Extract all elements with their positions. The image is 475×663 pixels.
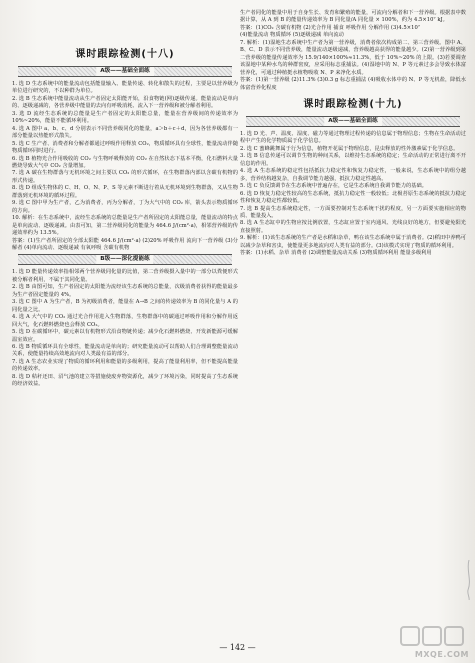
answer-paragraph: 3. 选 D 流经生态系统的总能量是生产者固定的太阳能总量，能量在营养级间的传递效率为10%~20%，能量不能循环利用。 (12, 110, 238, 125)
answer-paragraph: 2. 选 B 生态系统中能量流动从生产者固定太阳能开始，沿食物链(网)逐级传递。能量流动是单向的、逐级递减的，各营养级中能量的去向有呼吸消耗、流入下一营养级和被分解者利用。 (12, 95, 238, 110)
level-a-band (246, 116, 460, 127)
answer-paragraph: 6. 选 B 物质循环具有全球性，能量流动是单向的；研究能量流动可以帮助人们合理调整能量流动关系，使能量持续高效地流向对人类最有益的部分。 (12, 343, 238, 358)
answer-paragraph: 1. 选 D 光、声、温度、湿度、磁力等通过物理过程传递的信息属于物理信息；生物在生命活动过程中产生的化学物质属于化学信息。 (240, 130, 466, 145)
section-title-19: 课时跟踪检测(十九) (303, 98, 403, 110)
answer-paragraph: 1. 选 D 能量传递效率指相邻两个营养级同化量的比值，第二营养级摄入量中的一部分以粪便形式被分解者利用，不属于其同化量。 (12, 269, 238, 283)
answer-summary: 答案：(1)第一营养级 (2)11.3% (3)0.3 g 标志重捕法 (4)吸收水体中的 N、P 等无机盐，降低水体富营养化程度 (240, 77, 466, 91)
answer-summary: 答案：(1)CO₂ 含碳有机物 (2)光合作用 捕食 呼吸作用 分解作用 (3)4.5×10⁷ (240, 24, 420, 31)
answer-summary: 答案：(1)水稻、杂草 消费者 (2)调整能量流动关系 (3)物质循环利用 能量多级利用 (240, 250, 432, 257)
watermark-logo-icon (399, 625, 469, 649)
answer-summary: 答案：(1)生产者所固定的全部太阳能 464.6 J/(cm²·a) (2)20% 呼吸作用 流向下一营养级 (3)分解者 (4)单向流动、逐级递减 有氧呼吸 含碳有机物 (12, 237, 238, 251)
binding-clip-icon (465, 560, 473, 600)
answer-paragraph: 5. 选 C 生产者、消费者和分解者都通过呼吸作用释放 CO₂，物质循环具有全球性，能量流动伴随物质循环同时进行。 (12, 140, 238, 155)
level-a-label: A级——基础全面练 (96, 67, 154, 76)
watermark-text: MXQE.COM (414, 650, 469, 659)
answer-paragraph: 7. 解析：(1)湿地生态系统中生产者为第一营养级，消费者依次构成第二、第三营养级。图中 A、B、C、D 表示不同营养级，能量流动逐级递减，营养级越高获得的能量越少。(2)第一营养级到第二营养级的能量传递效率为 15.9/140×100%≈11.3%，低于 10%~20% 的上限。(3)若要调查该湿地中某种水鸟的种群密度，应采用标志重捕法。(4)湿地中的 N、P 等元素过多会导致水体富营养化，可通过种植挺水植物吸收 N、P 来净化水质。 (240, 39, 466, 76)
answer-paragraph: 6. 选 D 恢复力稳定性较高的生态系统，抵抗力稳定性一般较低；北极苔原生态系统的抵抗力稳定性和恢复力稳定性都较低。 (240, 190, 466, 205)
answer-paragraph: 3. 选 C 图中 A 为生产者，B 为初级消费者，能量在 A→B 之间的传递效率为 B 的同化量与 A 的同化量之比。 (12, 299, 238, 313)
page-number: — 142 — (219, 643, 256, 652)
answer-paragraph: 7. 选 B 提高生态系统稳定性，一方面要控制对生态系统干扰的程度，另一方面要实施相应的物质、能量投入。 (240, 205, 466, 219)
answer-paragraph: 8. 选 D 秸秆还田、沼气池的建立等措施使废弃物资源化，减少了环境污染，同时提高了生态系统的经济效益。 (12, 373, 238, 388)
level-b-label: B级——深化提能练 (96, 255, 153, 264)
left-column (12, 10, 238, 389)
answer-paragraph: 9. 选 C 图中甲为生产者，乙为消费者，丙为分解者，丁为大气中的 CO₂ 库，箭头表示物质循环的方向。 (12, 200, 238, 214)
answer-paragraph: 4. 选 A 生态系统的稳定性包括抵抗力稳定性和恢复力稳定性，一般来说，生态系统中的组分越多，营养结构越复杂，自我调节能力越强，抵抗力稳定性越高。 (240, 168, 466, 182)
right-column (240, 10, 466, 258)
answer-paragraph: 8. 选 A 生态缸中的生物应按比例放置，生态缸应置于室内通风、光线良好的地方，但要避免阳光直接照射。 (240, 220, 466, 234)
level-a-label: A级——基础全面练 (324, 117, 382, 126)
answer-paragraph: 1. 选 D 生态系统中的能量流动包括能量输入、能量传递、转化和散失的过程，主要是以营养级为单位进行研究的，不以种群为单位。 (12, 81, 238, 95)
answer-paragraph: 5. 选 C 负反馈调节在生态系统中普遍存在，它是生态系统自我调节能力的基础。 (240, 183, 428, 190)
answer-paragraph: 10. 解析：在生态系统中，流经生态系统的总能量是生产者所固定的太阳能总量，能量流动的特点是单向流动、逐级递减。由表可知，第二营养级同化的能量为 464.6 J/(cm²·a)，相邻营养级的传递效率约为 13.5%。 (12, 215, 238, 237)
answer-paragraph: 4. 选 A 图中 a、b、c、d 分别表示不同营养级同化的能量，a＞b＋c＋d，因为各营养级都有一部分能量以热能形式散失。 (12, 125, 238, 140)
answer-paragraph: 3. 选 B 信息传递可以调节生物的种间关系，以维持生态系统的稳定；生命活动的正常进行离不开信息的作用。 (240, 153, 466, 167)
section-title-18: 课时跟踪检测(十八) (75, 49, 175, 60)
answer-paragraph: 7. 选 A 生态农业实现了物质的循环利用和能量的多级利用，提高了能量利用率，但不能提高能量的传递效率。 (12, 358, 238, 373)
answer-paragraph: 生产者同化的能量中用于自身生长、发育和繁殖的能量，可流向分解者和下一营养级。根据表中数据计算，从 A 到 B 的能量传递效率为 B 同化量/A 同化量 × 100%，约为 4.5×10⁷ kJ。 (240, 10, 466, 24)
site-watermark (399, 625, 469, 659)
answer-paragraph: 2. 选 B 由图可知，生产者固定的太阳能为流经该生态系统的总能量，次级消费者获得的能量最多为生产者固定能量的 4%。 (12, 284, 238, 298)
answer-paragraph: 8. 选 D 组成生物体的 C、H、O、N、P、S 等元素不断进行着从无机环境到生物群落，又从生物群落到无机环境的循环过程。 (12, 185, 238, 199)
answer-paragraph: 4. 选 A 大气中的 CO₂ 通过光合作用进入生物群落，生物群落中的碳通过呼吸作用和分解作用返回大气，化石燃料燃烧也会释放 CO₂。 (12, 314, 238, 328)
answer-paragraph: 5. 选 D 在碳循环中，碳元素以有机物形式沿食物链传递；减少化石燃料燃烧、开发新能源可缓解温室效应。 (12, 329, 238, 343)
answer-paragraph: 9. 解析：(1)该生态系统的生产者是水稻和杂草，鸭在该生态系统中属于消费者。(2)稻田中养鸭可以减少杂草和害虫，使能量更多地流向对人类有益的部分。(3)该模式实现了物质的循环利用。 (240, 235, 467, 249)
answer-paragraph: 6. 选 B 植物光合作用吸收的 CO₂ 与生物呼吸释放的 CO₂ 在自然状态下基本平衡，化石燃料大量燃烧导致大气中 CO₂ 含量增加。 (12, 155, 238, 169)
answer-paragraph: 7. 选 A 碳在生物群落与无机环境之间主要以 CO₂ 的形式循环，在生物群落内部以含碳有机物的形式传递。 (12, 170, 238, 184)
level-b-band (18, 254, 232, 265)
level-a-band (18, 66, 232, 77)
answer-summary: (4)能量流动 物质循环 (5)逐级递减 单向流动 (240, 32, 344, 39)
answer-paragraph: 2. 选 C 蜜蜂跳舞属于行为信息，植物开花属于物理信息，昆虫释放的性外激素属于化学信息。 (240, 145, 459, 152)
